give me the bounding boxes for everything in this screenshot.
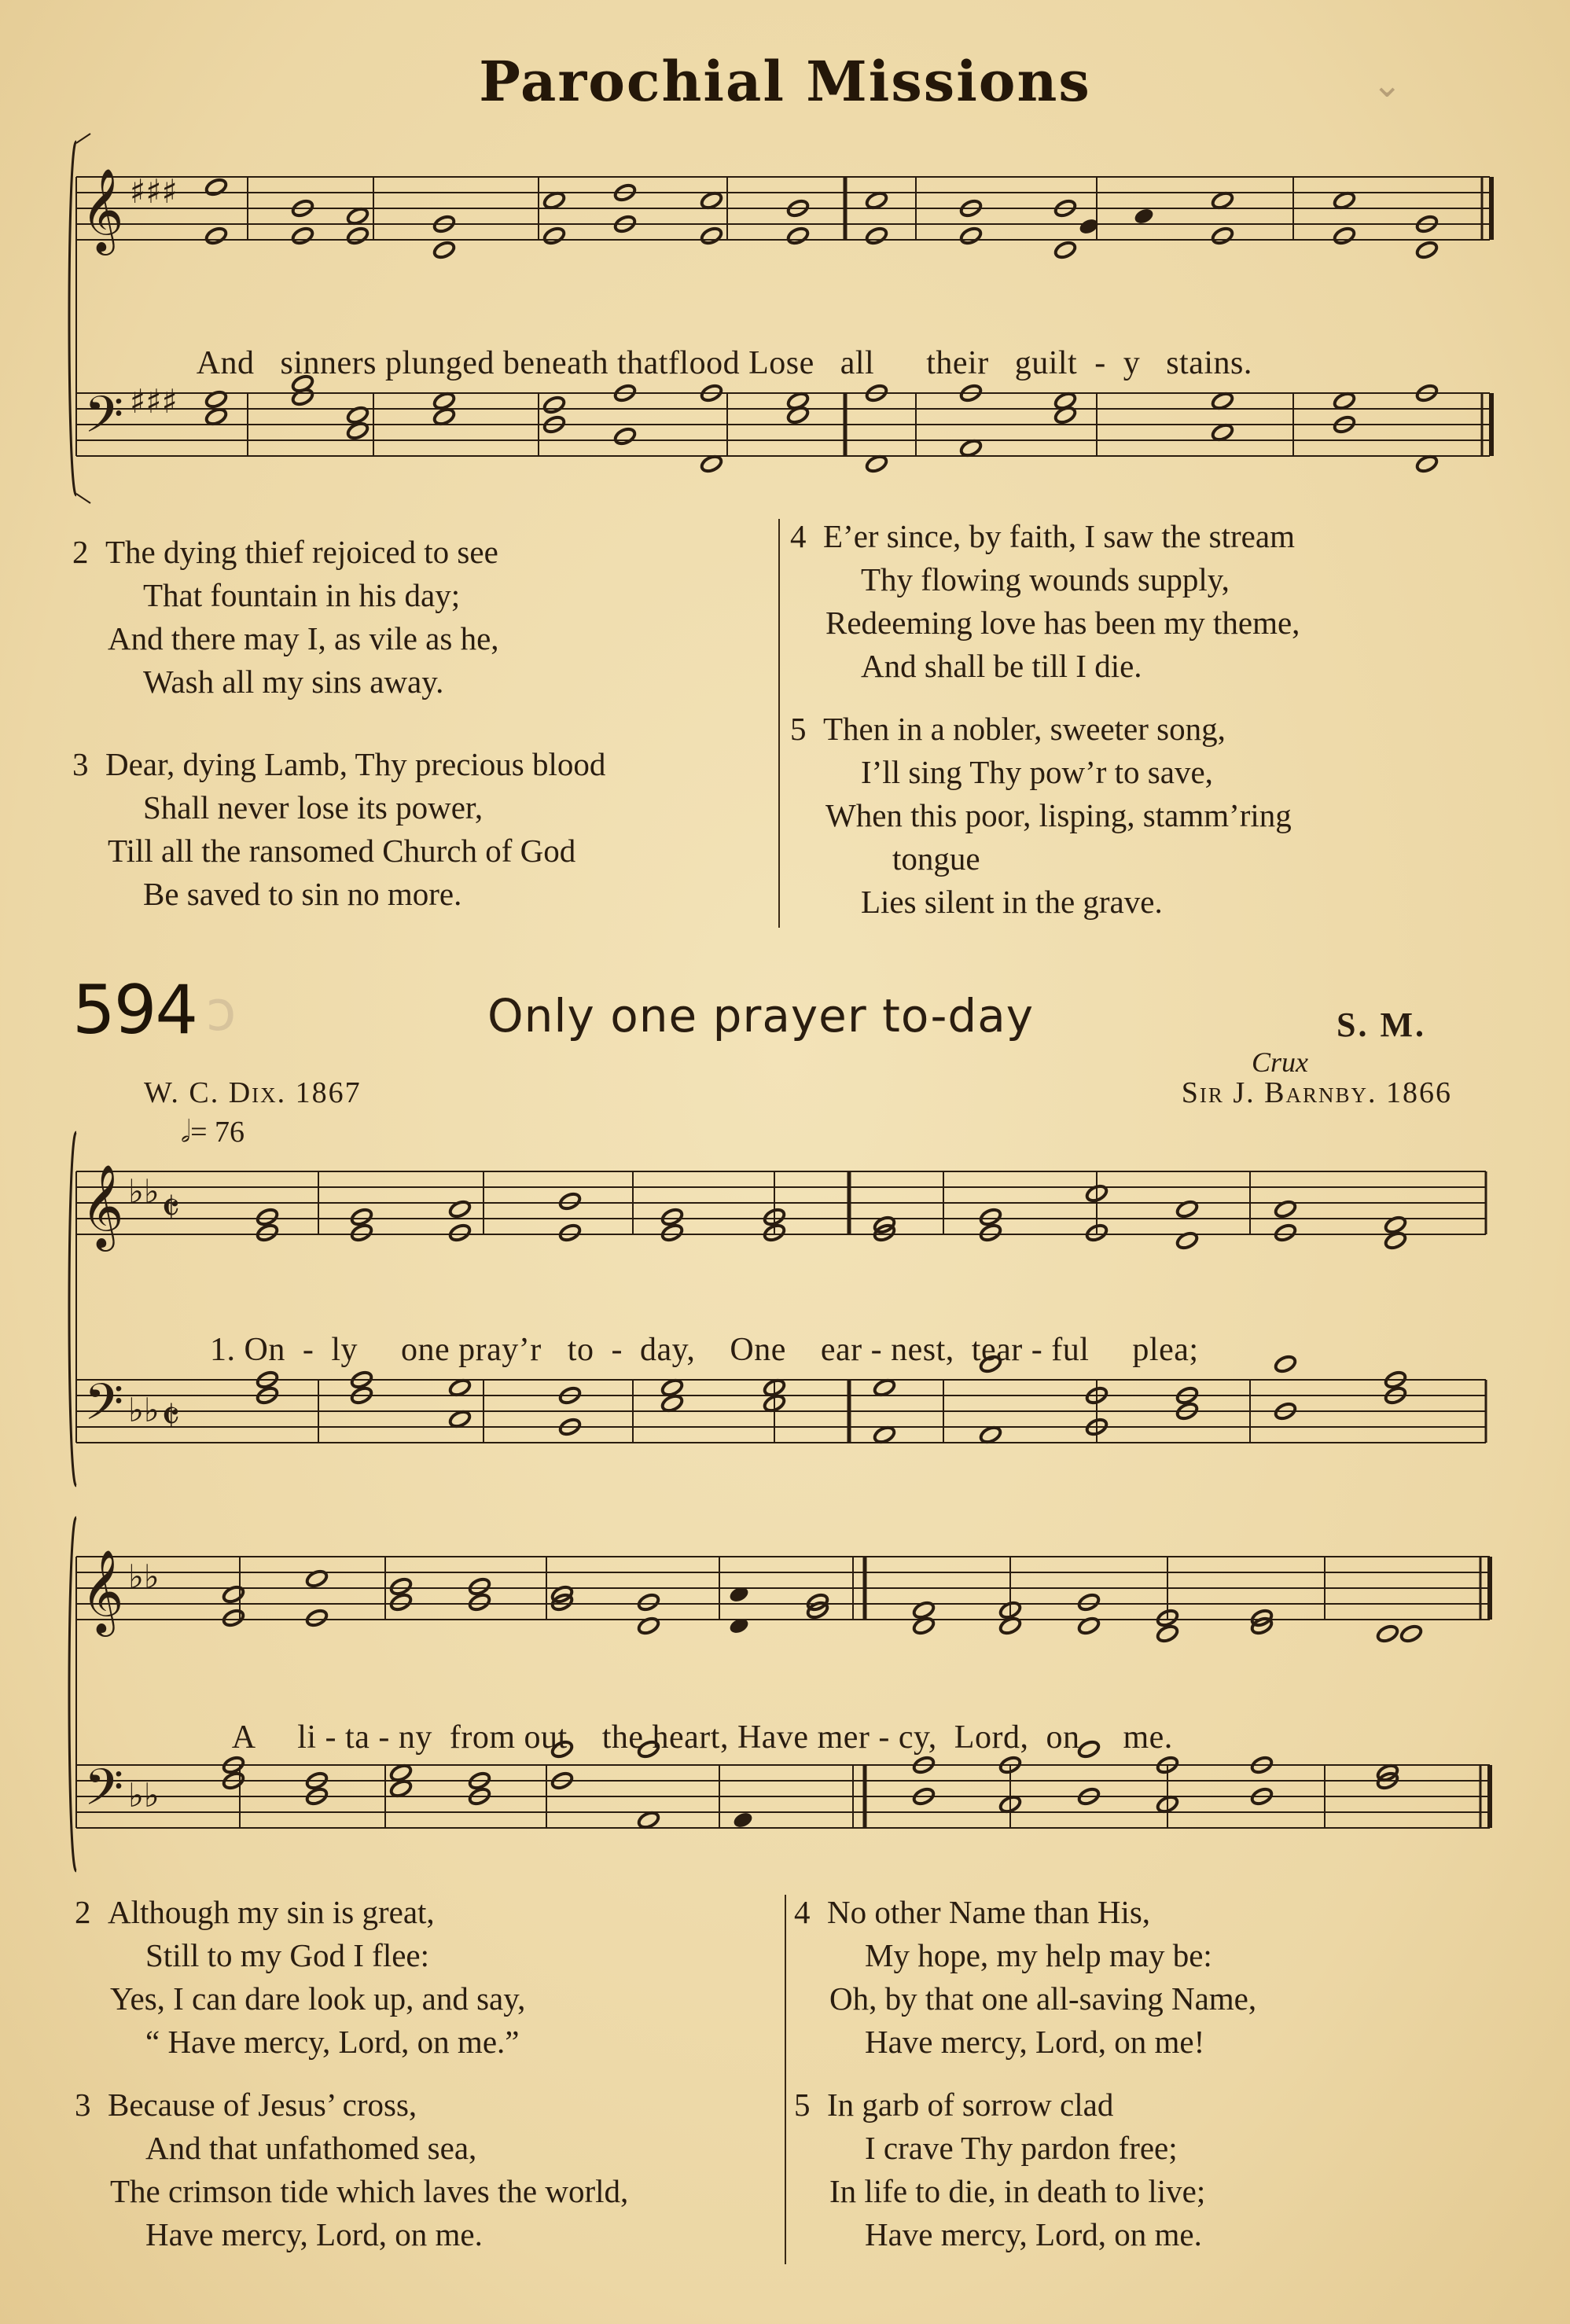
prev-verse-4: 4 E’er since, by faith, I saw the stream Thy flowing wounds supply, Redeeming love has been my theme, And shall be till I die.: [790, 518, 1300, 684]
prev-verse-2: 2 The dying thief rejoiced to see That fountain in his day; And there may I, as vile as he, Wash all my sins away.: [72, 534, 499, 700]
svg-text:♭♭: ♭♭: [128, 1391, 160, 1429]
verse-3: 3 Because of Jesus’ cross, And that unfathomed sea, The crimson tide which laves the world, Have mercy, Lord, on me.: [75, 2087, 629, 2252]
prev-hymn-lyric-line: And sinners plunged beneath thatflood Lose all their guilt - y stains.: [196, 345, 1252, 381]
svg-text:𝄢: 𝄢: [84, 1759, 124, 1829]
hymn-author: W. C. Dix. 1867: [144, 1076, 362, 1109]
half-note-icon: 𝅗𝅥: [181, 1116, 191, 1149]
pencil-ghost-mark: ↄ: [206, 979, 237, 1043]
prev-verse-3: 3 Dear, dying Lamb, Thy precious blood Shall never lose its power, Till all the ransomed Church of God Be saved to sin no more.: [72, 746, 606, 912]
svg-text:♯♯♯: ♯♯♯: [130, 172, 178, 211]
verse-5: 5 In garb of sorrow clad I crave Thy pardon free; In life to die, in death to live; Have mercy, Lord, on me.: [794, 2087, 1206, 2252]
svg-text:♭♭: ♭♭: [128, 1172, 160, 1211]
prev-verse-separator: [778, 519, 780, 928]
svg-text:♭♭: ♭♭: [128, 1776, 160, 1815]
verse-2: 2 Although my sin is great, Still to my God I flee: Yes, I can dare look up, and say, “ Have mercy, Lord, on me.”: [75, 1894, 526, 2060]
running-head: Parochial Missions: [479, 49, 1091, 114]
tune-name: Crux: [1252, 1046, 1308, 1078]
hymn-composer: Sir J. Barnby. 1866: [1181, 1076, 1452, 1109]
svg-text:𝄢: 𝄢: [84, 1373, 124, 1444]
svg-text:𝄵: 𝄵: [161, 1392, 181, 1441]
hymn-title: Only one prayer to-day: [487, 989, 1035, 1042]
verse-4: 4 No other Name than His, My hope, my help may be: Oh, by that one all-saving Name, Have mercy, Lord, on me!: [794, 1894, 1257, 2060]
svg-text:𝄢: 𝄢: [84, 386, 124, 457]
hymn-lyric-line-1: 1. On - ly one pray’r to - day, One ear - nest, tear - ful plea;: [210, 1332, 1199, 1368]
hymn-lyric-line-2: A li - ta - ny from out the heart, Have mer - cy, Lord, on me.: [231, 1719, 1173, 1756]
svg-text:𝄞: 𝄞: [81, 1549, 124, 1633]
prev-verse-5: 5 Then in a nobler, sweeter song, I’ll sing Thy pow’r to save, When this poor, lisping, stamm’ring tongue Lies silent in the grave.: [790, 711, 1292, 920]
verse-separator: [785, 1895, 786, 2264]
svg-text:𝄵: 𝄵: [161, 1183, 181, 1233]
hymn-meter: S. M.: [1337, 1006, 1426, 1044]
svg-text:𝄞: 𝄞: [81, 167, 124, 252]
corner-pencil-mark: ⌄: [1372, 64, 1403, 105]
svg-text:♯♯♯: ♯♯♯: [130, 382, 178, 421]
hymn-number: 594: [72, 971, 197, 1050]
svg-text:♭♭: ♭♭: [128, 1557, 160, 1596]
tempo-marking: 𝅗𝅥= 76: [181, 1116, 245, 1149]
svg-text:𝄞: 𝄞: [81, 1164, 124, 1248]
